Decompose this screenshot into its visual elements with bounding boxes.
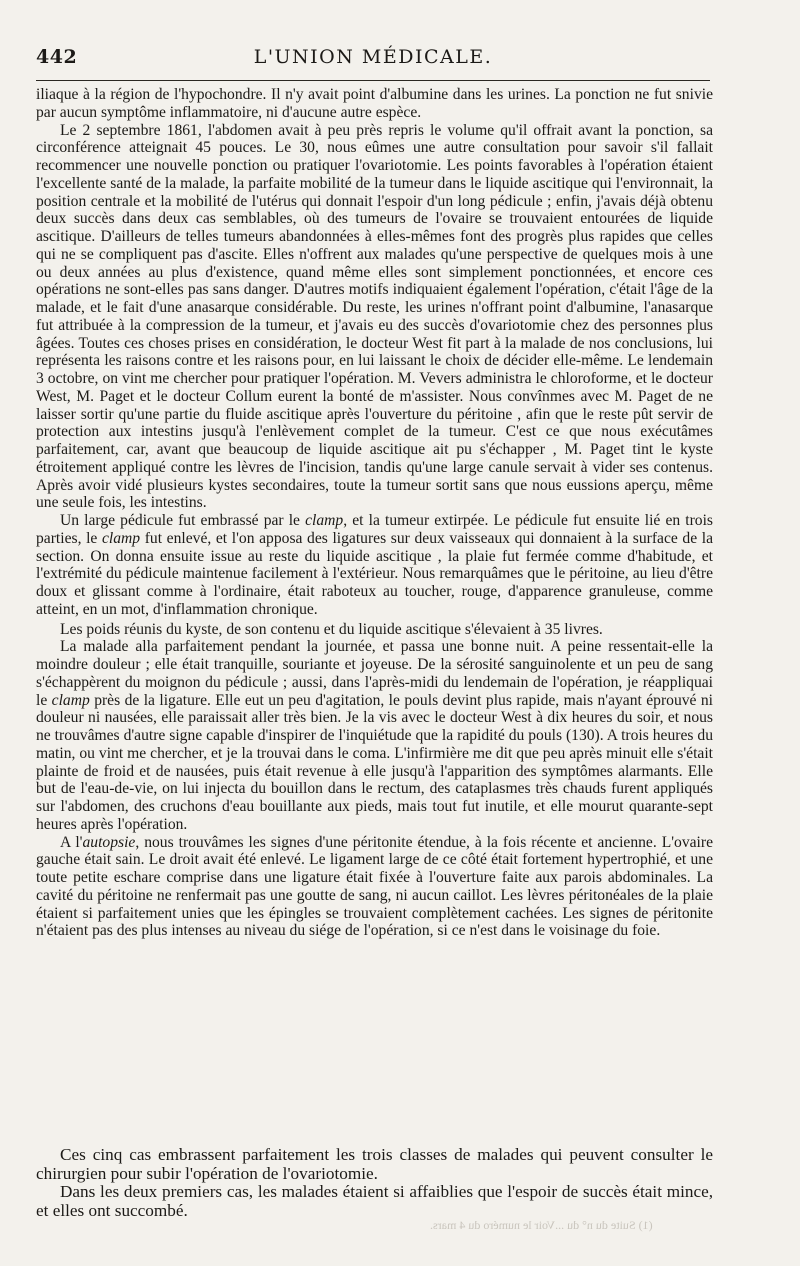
- paragraph-weight: Les poids réunis du kyste, de son contenu et du liquide ascitique s'élevaient à 35 livres.: [60, 620, 603, 638]
- italic-term: clamp: [305, 512, 344, 529]
- paragraph-consultation: Le 2 septembre 1861, l'abdomen avait à peu près repris le volume qu'il offrait avant la ponction, sa circonférence atteignait 45 pouces. Le 30, nous eûmes une autre consultation pour savoir s'il fallait recommencer une nouvelle ponction ou pratiquer l'ovariotomie. Les points favorables à l'opération étaient l'excellente santé de la malade, la parfaite mobilité de la tumeur dans le liquide ascitique qui l'environnait, la position centrale et la mobilité de l'utérus qui donnait l'espoir d'un long pédicule ; enfin, j'avais déjà obtenu deux succès dans deux cas semblables, où des tumeurs de l'ovaire se trouvaient entourées de liquide ascitique. D'ailleurs de telles tumeurs abandonnées à elles-mêmes font des progrès plus rapides que celles qui ne se compliquent pas d'ascite. Elles n'offrent aux malades qu'une perspective de quelques mois à une ou deux années au plus d'existence, quand même elles sont simplement ponctionnées, et encore ces opérations ne sont-elles pas sans danger. D'autres motifs indiquaient également l'opération, c'était l'âge de la malade, et le fait d'une anasarque considérable. Du reste, les urines n'offrant point d'albumine, l'anasarque fut attribuée à la compression de la tumeur, et j'avais eu des succès d'ovariotomie chez des personnes plus âgées. Toutes ces choses prises en considération, le docteur West fit part à la malade de nos conclusions, lui représenta les raisons contre et les raisons pour, en lui laissant le choix de décider elle-même. Le lendemain 3 octobre, on vint me chercher pour pratiquer l'opération. M. Vevers administra le chloroforme, et le docteur West, M. Paget et le docteur Collum eurent la bonté de m'assister. Nous convînmes avec M. Paget de ne laisser sortir qu'une partie du fluide ascitique après l'ouverture du péritoine , afin que le reste pût servir de protection aux intestins jusqu'à l'enlèvement complet de la tumeur. C'est ce que nous exécutâmes parfaitement, car, avant que beaucoup de liquide ascitique ait pu s'échapper , M. Paget tint le kyste étroitement appliqué contre les lèvres de l'incision, tandis qu'une large canule servait à vider ses contenus. Après avoir vidé plusieurs kystes secondaires, toute la tumeur sortit sans que nous eussions aperçu, même une seule fois, les intestins.: [36, 121, 713, 512]
- paragraph-autopsy: A l'autopsie, nous trouvâmes les signes d'une péritonite étendue, à la fois récente et ancienne. L'ovaire gauche était sain. Le droit avait été enlevé. Le ligament large de ce côté était fortement hypertrophié, et une toute petite eschare comprise dans une ligature était fixée à l'ouverture faite aux parois abdominales. La cavité du péritoine ne renfermait pas une goutte de sang, ni aucun caillot. Les lèvres péritonéales de la plaie étaient si parfaitement unies que les épingles se trouvaient complètement cachées. Les signes de péritonite n'étaient pas des plus intenses au niveau du siége de l'opération, si ce n'est dans le voisinage du foie.: [36, 833, 713, 940]
- closing-paragraph-2: Dans les deux premiers cas, les malades étaient si affaiblies que l'espoir de succès était mince, et elles ont succombé.: [36, 1182, 713, 1221]
- article-body: [36, 86, 713, 940]
- page-number: 442: [36, 46, 78, 68]
- page-header: [36, 44, 710, 74]
- paragraph-postoperative: La malade alla parfaitement pendant la journée, et passa une bonne nuit. A peine ressentait-elle la moindre douleur ; elle était tranquille, souriante et joyeuse. De la sérosité sanguinolente et un peu de sang s'échappèrent du moignon du pédicule ; aussi, dans l'après-midi du lendemain de l'opération, je réappliquai le clamp près de la ligature. Elle eut un peu d'agitation, le pouls devint plus rapide, mais n'ayant éprouvé ni douleur ni nausées, elle paraissait aller très bien. Je la vis avec le docteur West à dix heures du soir, et nous ne trouvâmes d'autre signe capable d'inspirer de l'inquiétude que la rapidité du pouls (130). A trois heures du matin, ou vint me chercher, et je la trouvai dans le coma. L'infirmière me dit que peu après minuit elle s'était plainte de froid et de nausées, puis était revenue à elle jusqu'à l'apparition des symptômes alarmants. Elle but de l'eau-de-vie, on lui injecta du bouillon dans le rectum, des cataplasmes très chauds furent appliqués sur l'abdomen, des cruchons d'eau bouillante aux pieds, mais tout fut inutile, et elle mourut quarante-sept heures après l'opération.: [36, 638, 714, 833]
- closing-paragraph-1: Ces cinq cas embrassent parfaitement les trois classes de malades qui peuvent consulter le chirurgien pour subir l'opération de l'ovariotomie.: [36, 1145, 713, 1183]
- paragraph-pedicle: Un large pédicule fut embrassé par le clamp, et la tumeur extirpée. Le pédicule fut ensuite lié en trois parties, le clamp fut enlevé, et l'on apposa des ligatures sur deux vaisseaux qui donnaient à la surface de la section. On donna ensuite issue au reste du liquide ascitique , la plaie fut fermée comme d'habitude, et l'extrémité du pédicule maintenue facilement à l'extérieur. Nous remarquâmes que le péritoine, au lieu d'être doux et glissant comme à l'ordinaire, était raboteux au toucher, rouge, d'apparence granuleuse, comme atteint, en un mot, d'inflammation chronique.: [36, 512, 714, 618]
- italic-term: clamp: [101, 529, 141, 547]
- bleed-through-footnote: (1) Suite du n° du ...Voir le numéro du 4 mars.: [430, 1218, 653, 1232]
- running-title: L'UNION MÉDICALE.: [253, 46, 493, 68]
- closing-section: [36, 1146, 713, 1221]
- italic-term: autopsie: [82, 833, 136, 851]
- paragraph-continuation: iliaque à la région de l'hypochondre. Il n'y avait point d'albumine dans les urines. La ponction ne fut snivie par aucun symptôme inflammatoire, ni d'aucune autre espèce.: [36, 86, 713, 121]
- italic-term: clamp: [51, 691, 90, 709]
- header-rule: [36, 80, 710, 81]
